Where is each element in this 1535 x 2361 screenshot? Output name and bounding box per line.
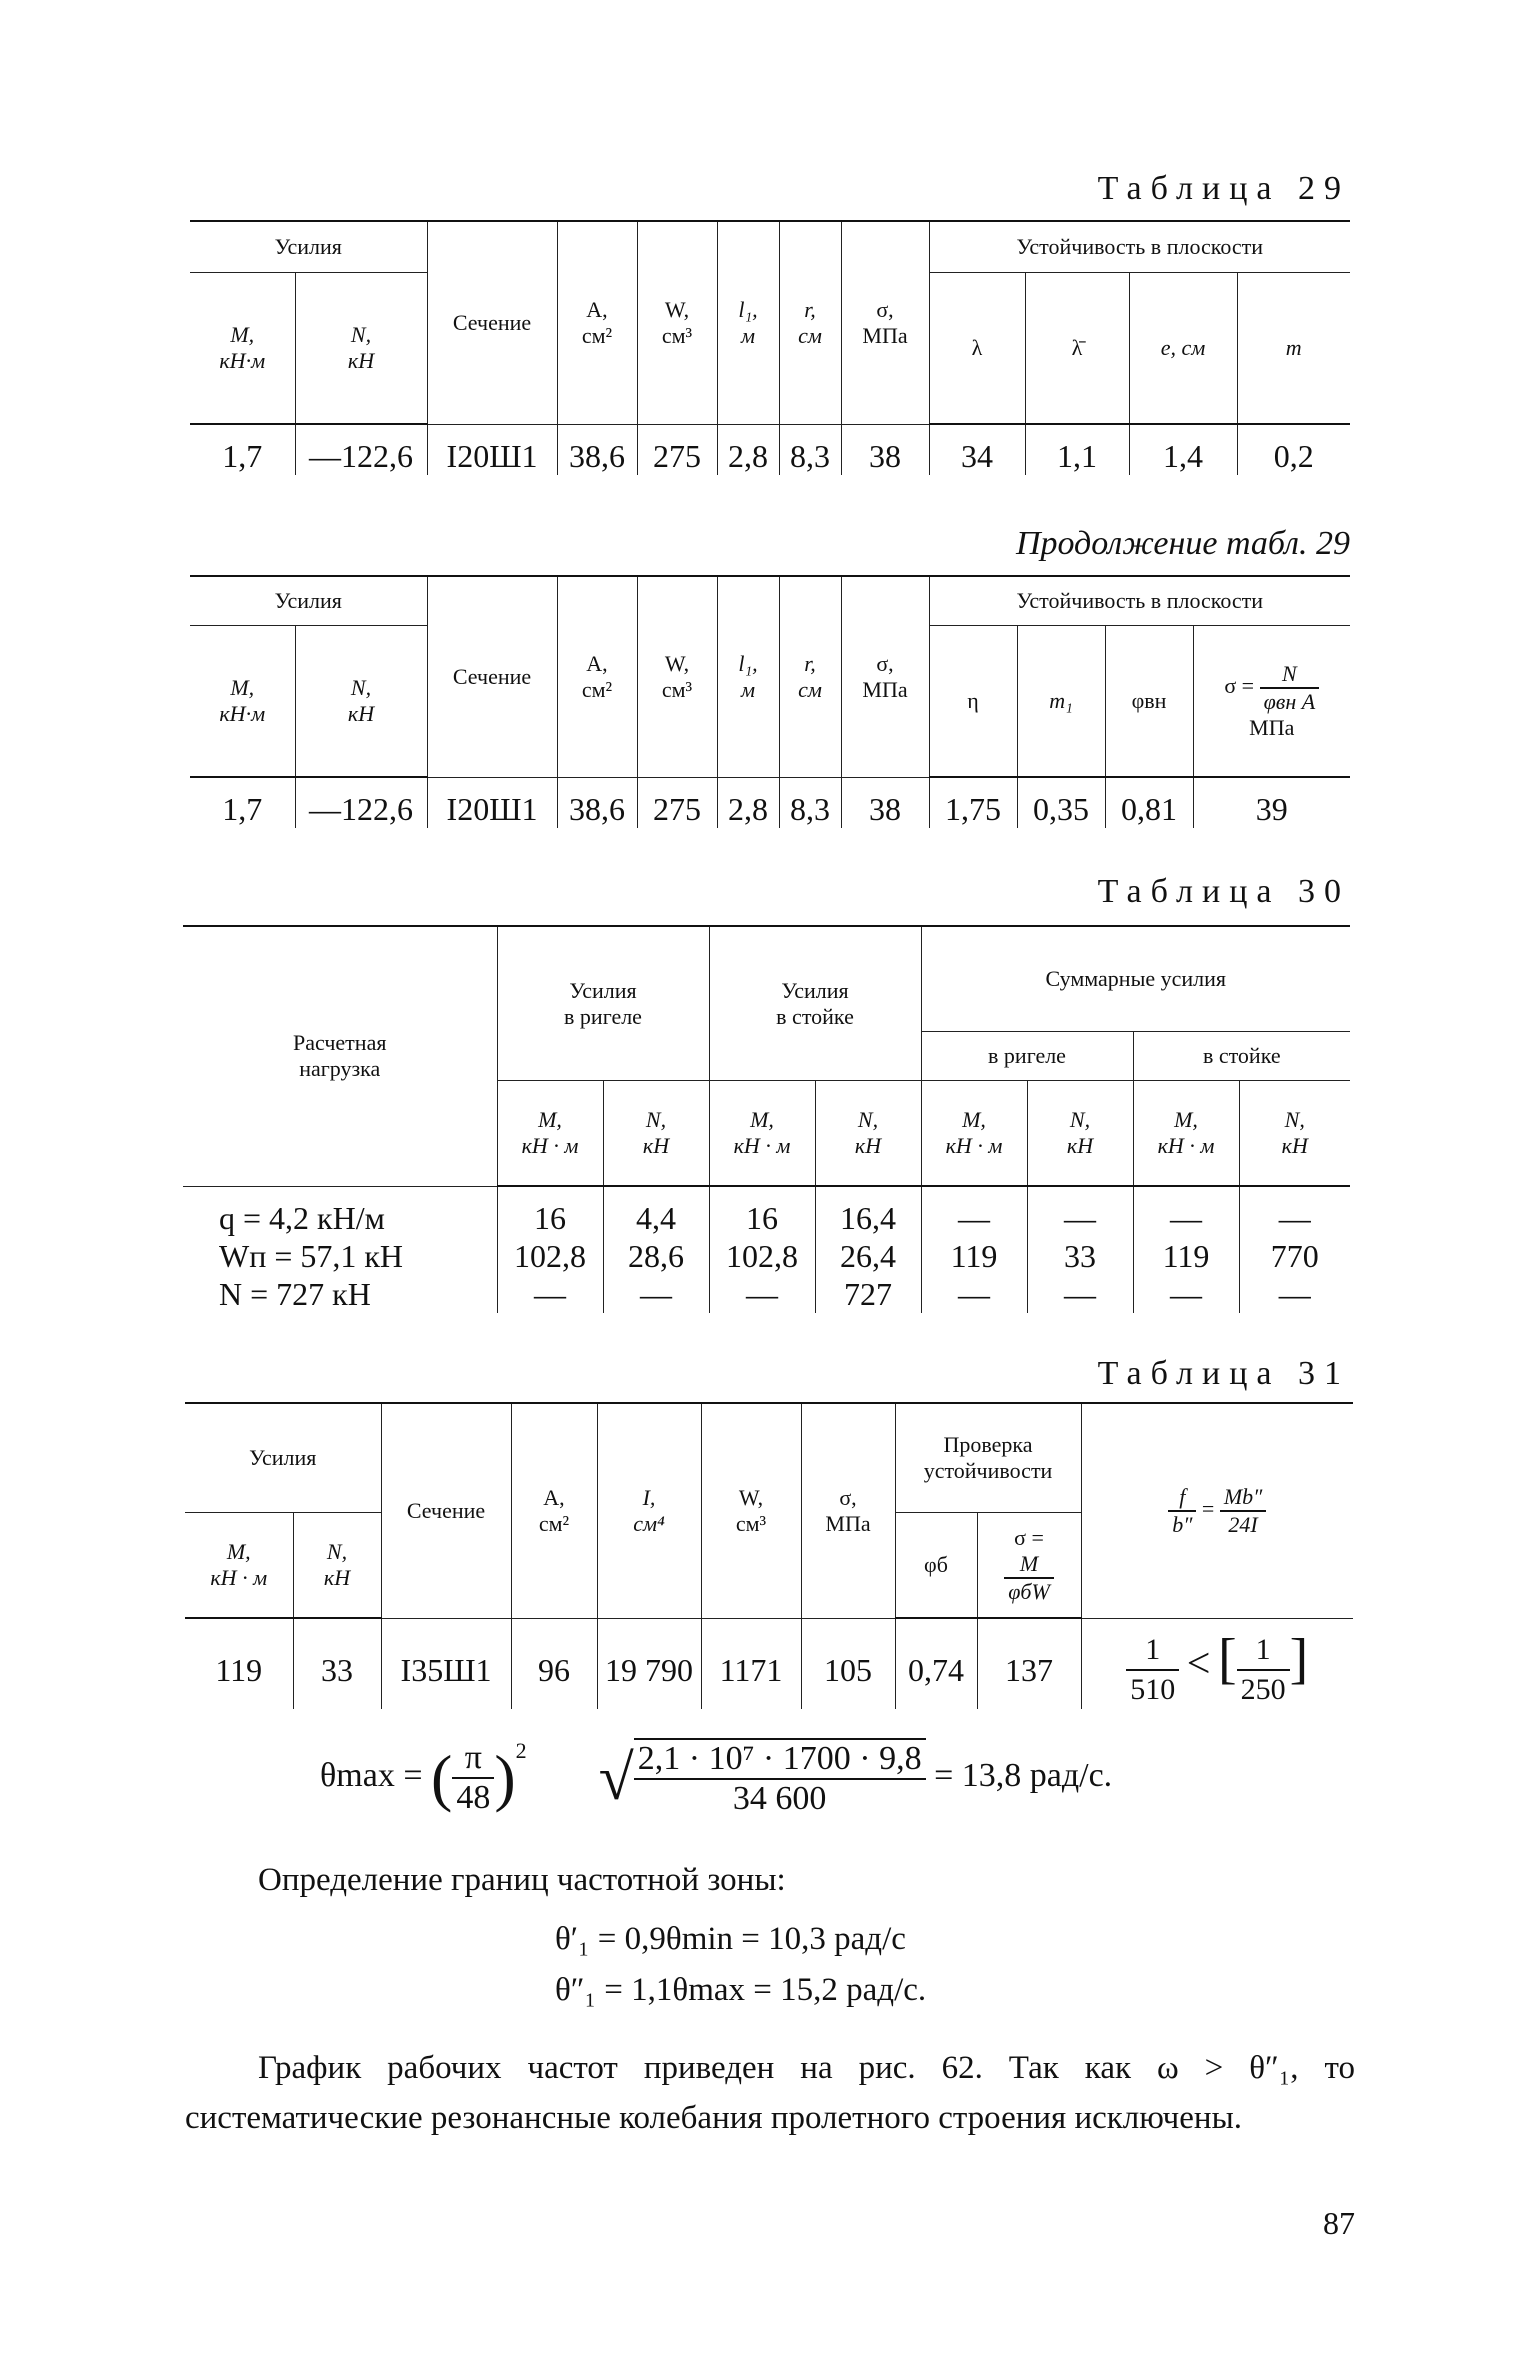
t31-hdr-modulus: W, см³: [701, 1403, 801, 1618]
table-31: [185, 1402, 1353, 1709]
t29-hdr-radius: r, см: [779, 221, 841, 424]
t30-cell: 16: [709, 1199, 815, 1237]
t30-cell: 102,8: [497, 1237, 603, 1275]
t29-cell: 34: [929, 437, 1025, 475]
t29-cell: 275: [637, 437, 717, 475]
t30-hdr-post-moment: M, кН · м: [709, 1081, 815, 1187]
t29c-hdr-eta: η: [929, 626, 1017, 778]
t31-hdr-phib: φб: [895, 1513, 977, 1619]
t31-sigma-lhs: σ =: [1014, 1525, 1044, 1550]
t30-cell: —: [1133, 1275, 1239, 1313]
table-29: [190, 220, 1350, 475]
table29c-caption: Продолжение табл. 29: [1015, 525, 1350, 562]
t31-sigma-num: M: [1004, 1551, 1054, 1579]
table31-caption: Таблица 31: [1097, 1355, 1350, 1392]
t31-hdr-deflection-formula: $\frac{f}{b''}$ = $\frac{Mb''}{24I}$: [1081, 1403, 1353, 1618]
t29-cell: —122,6: [295, 437, 427, 475]
t30-load: q = 4,2 кН/м: [183, 1199, 497, 1237]
t29c-hdr-radius: r, см: [779, 576, 841, 777]
t31-cell: I35Ш1: [381, 1631, 511, 1709]
t29c-hdr-length: l₁, м: [717, 576, 779, 777]
t29c-hdr-area: A, см²: [557, 576, 637, 777]
t30-cell: —: [709, 1275, 815, 1313]
t31-hdr-moment: M, кН · м: [185, 1513, 293, 1619]
t29-hdr-area: A, см²: [557, 221, 637, 424]
t31-hdr-section: Сечение: [381, 1403, 511, 1618]
t29c-hdr-forces: Усилия: [190, 576, 427, 626]
t29c-hdr-sigma-formula: [1193, 626, 1350, 778]
t29-hdr-forces: Усилия: [190, 221, 427, 273]
t30-cell: —: [1133, 1199, 1239, 1237]
t31-hdr-sigma-formula: [977, 1513, 1081, 1619]
t29-hdr-lambda: λ: [929, 273, 1025, 425]
t30-hdr-sum-beam-force: N, кН: [1027, 1081, 1133, 1187]
t29-cell: 2,8: [717, 437, 779, 475]
t30-cell: 119: [1133, 1237, 1239, 1275]
t31-ratio-sign: <: [1186, 1640, 1211, 1687]
t29c-hdr-stress: σ, МПа: [841, 576, 929, 777]
t29-cell: 38: [841, 437, 929, 475]
t29c-cell: 38: [841, 790, 929, 828]
t31-cell: 0,74: [895, 1631, 977, 1709]
t31-cell: 119: [185, 1631, 293, 1709]
formula-root-den: 34 600: [732, 1780, 827, 1817]
t31-cell: 19 790: [597, 1631, 701, 1709]
t30-cell: 33: [1027, 1237, 1133, 1275]
t29-hdr-force: N, кН: [295, 273, 427, 425]
t30-cell: —: [1027, 1199, 1133, 1237]
t30-hdr-post-force: N, кН: [815, 1081, 921, 1187]
t29-hdr-m: m: [1237, 273, 1350, 425]
t29-cell: 38,6: [557, 437, 637, 475]
t31-f-rhs-num: Mb″: [1220, 1484, 1267, 1512]
t29c-cell: 38,6: [557, 790, 637, 828]
table30-caption: Таблица 30: [1097, 873, 1350, 910]
t29-hdr-ecc: e, см: [1129, 273, 1237, 425]
t30-load: N = 727 кН: [183, 1275, 497, 1313]
t30-hdr-beam-force: N, кН: [603, 1081, 709, 1187]
t29-hdr-stability: Устойчивость в плоскости: [929, 221, 1350, 273]
table-29-continued: [190, 575, 1350, 828]
t31-hdr-check: Проверка устойчивости: [895, 1403, 1081, 1513]
zone-heading: Определение границ частотной зоны:: [258, 1862, 786, 1898]
t31-ratio-lhs-num: 1: [1126, 1631, 1179, 1671]
formula-root-num: 2,1 · 10⁷ · 1700 · 9,8: [634, 1740, 926, 1780]
t31-cell: 137: [977, 1631, 1081, 1709]
t30-hdr-sum: Суммарные усилия: [921, 926, 1350, 1032]
t30-cell: 119: [921, 1237, 1027, 1275]
t31-hdr-force: N, кН: [293, 1513, 381, 1619]
t30-load: Wп = 57,1 кН: [183, 1237, 497, 1275]
t29-cell: I20Ш1: [427, 437, 557, 475]
t31-ratio-rhs-den: 250: [1240, 1673, 1286, 1706]
t31-cell: 96: [511, 1631, 597, 1709]
t31-ratio-rhs-num: 1: [1237, 1631, 1290, 1671]
t29c-sigma-lhs: σ =: [1224, 673, 1255, 699]
t29-hdr-lambda-bar: λ̄: [1025, 273, 1129, 425]
t30-cell: 28,6: [603, 1237, 709, 1275]
page-number: 87: [1323, 2205, 1355, 2241]
t29c-sigma-den: φвн A: [1263, 689, 1316, 714]
formula-lhs: θmax =: [320, 1756, 423, 1794]
t30-hdr-sum-beam-moment: M, кН · м: [921, 1081, 1027, 1187]
t29c-cell: 39: [1193, 790, 1350, 828]
t30-cell: —: [1027, 1275, 1133, 1313]
t29c-cell: 275: [637, 790, 717, 828]
t31-hdr-inertia: I, см⁴: [597, 1403, 701, 1618]
t31-ratio-lhs-den: 510: [1130, 1673, 1176, 1706]
formula-48: 48: [456, 1779, 491, 1816]
t29c-hdr-stability: Устойчивость в плоскости: [929, 576, 1350, 626]
t29c-cell: 0,81: [1105, 790, 1193, 828]
body-paragraph: График рабочих частот приведен на рис. 62. Так как ω > θ″₁, то систематические резонансные колебания пролетного строения исключены.: [185, 2050, 1355, 2136]
formula-power: 2: [515, 1738, 527, 1763]
t29-cell: 1,1: [1025, 437, 1129, 475]
t30-cell: —: [497, 1275, 603, 1313]
theta-max-formula: θmax = ( $\frac{\pi}{48}$ )$^2$ √ $\frac{\text{2,1 · 10⁷ · 1700 · 9,8}}{34 600}$ = 13,8 рад/с.: [320, 1738, 1113, 1817]
t30-hdr-sum-beam: в ригеле: [921, 1032, 1133, 1081]
t29c-hdr-phi: φвн: [1105, 626, 1193, 778]
t29c-hdr-section: Сечение: [427, 576, 557, 777]
t29-hdr-moment: M, кН·м: [190, 273, 295, 425]
t29c-hdr-moment: M, кН·м: [190, 626, 295, 778]
t30-cell: —: [603, 1275, 709, 1313]
t29c-sigma-num: N: [1260, 661, 1320, 689]
t29c-cell: 1,7: [190, 790, 295, 828]
t29-hdr-stress: σ, МПа: [841, 221, 929, 424]
t29c-hdr-modulus: W, см³: [637, 576, 717, 777]
t30-cell: —: [921, 1275, 1027, 1313]
t30-cell: 102,8: [709, 1237, 815, 1275]
t29c-cell: —122,6: [295, 790, 427, 828]
t30-hdr-sum-post-moment: M, кН · м: [1133, 1081, 1239, 1187]
t31-hdr-stress: σ, МПа: [801, 1403, 895, 1618]
t30-hdr-sum-post-force: N, кН: [1239, 1081, 1350, 1187]
t30-hdr-load: Расчетная нагрузка: [183, 926, 497, 1186]
t30-cell: 727: [815, 1275, 921, 1313]
t31-f-lhs-num: f: [1168, 1484, 1196, 1512]
t29c-hdr-force: N, кН: [295, 626, 427, 778]
table-30: [183, 925, 1350, 1313]
t30-cell: —: [921, 1199, 1027, 1237]
t29c-cell: 1,75: [929, 790, 1017, 828]
t29-cell: 1,7: [190, 437, 295, 475]
t29-hdr-section: Сечение: [427, 221, 557, 424]
t31-hdr-area: A, см²: [511, 1403, 597, 1618]
t31-f-lhs-den: b″: [1172, 1511, 1193, 1537]
t31-f-rhs-den: 24I: [1228, 1511, 1258, 1537]
t30-cell: 770: [1239, 1237, 1350, 1275]
formula-result: = 13,8 рад/с.: [934, 1756, 1113, 1794]
t31-ratio: $\frac{1}{510}$ < [ $\frac{1}{250}$ ]: [1081, 1631, 1353, 1709]
t29-hdr-length: l₁, м: [717, 221, 779, 424]
t29c-cell: I20Ш1: [427, 790, 557, 828]
t30-hdr-beam: Усилия в ригеле: [497, 926, 709, 1081]
formula-pi: π: [452, 1739, 494, 1779]
t29c-cell: 2,8: [717, 790, 779, 828]
t30-hdr-sum-post: в стойке: [1133, 1032, 1350, 1081]
t31-hdr-forces: Усилия: [185, 1403, 381, 1513]
t31-cell: 33: [293, 1631, 381, 1709]
t31-sigma-den: φбW: [1008, 1579, 1050, 1604]
equation-upper: θ″₁ = 1,1θmax = 15,2 рад/с.: [555, 1972, 927, 2008]
t30-cell: —: [1239, 1199, 1350, 1237]
t29-cell: 8,3: [779, 437, 841, 475]
t31-cell: 105: [801, 1631, 895, 1709]
t30-hdr-beam-moment: M, кН · м: [497, 1081, 603, 1187]
t29c-hdr-m1: m₁: [1017, 626, 1105, 778]
t30-cell: 16: [497, 1199, 603, 1237]
t29c-cell: 8,3: [779, 790, 841, 828]
t30-cell: 4,4: [603, 1199, 709, 1237]
t29-cell: 0,2: [1237, 437, 1350, 475]
t30-cell: —: [1239, 1275, 1350, 1313]
t31-cell: 1171: [701, 1631, 801, 1709]
t29-hdr-modulus: W, см³: [637, 221, 717, 424]
t29c-cell: 0,35: [1017, 790, 1105, 828]
table29-caption: Таблица 29: [1097, 170, 1350, 207]
equation-lower: θ′₁ = 0,9θmin = 10,3 рад/с: [555, 1921, 906, 1957]
t30-cell: 26,4: [815, 1237, 921, 1275]
t30-hdr-post: Усилия в стойке: [709, 926, 921, 1081]
t29c-sigma-unit: МПа: [1249, 715, 1295, 740]
t30-cell: 16,4: [815, 1199, 921, 1237]
t29-cell: 1,4: [1129, 437, 1237, 475]
